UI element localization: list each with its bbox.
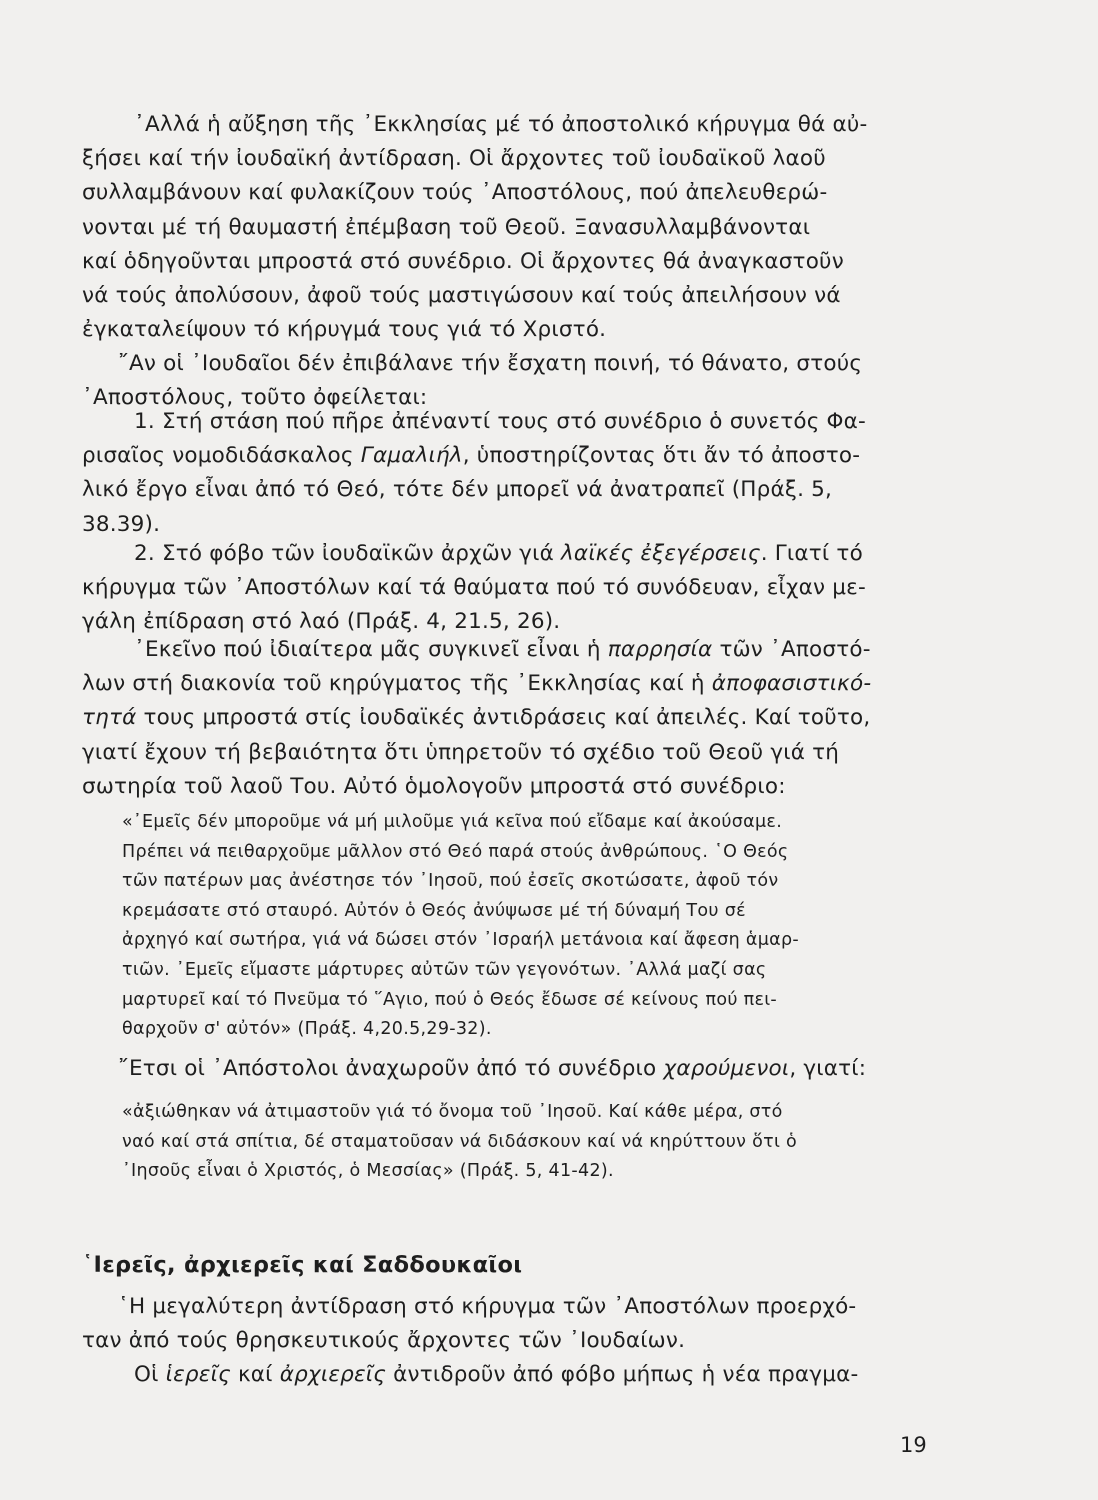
paragraph — [82, 1290, 934, 1358]
quote-line: ναό καί στά σπίτια, δέ σταματοῦσαν νά διδάσκουν καί νά κηρύττουν ὅτι ὁ — [122, 1131, 798, 1152]
quote-line: τῶν πατέρων μας ἀνέστησε τόν ᾿Ιησοῦ, πού ἐσεῖς σκοτώσατε, ἀφοῦ τόν — [122, 871, 779, 892]
text-line: ρισαῖος νομοδιδάσκαλος Γαμαλιήλ, ὑποστηρίζοντας ὅτι ἄν τό ἀποστο- — [82, 443, 861, 469]
text-line: λικό ἔργο εἶναι ἀπό τό Θεό, τότε δέν μπορεῖ νά ἀνατραπεῖ (Πράξ. 5, — [82, 477, 833, 503]
block-quote — [122, 1098, 930, 1187]
quote-line: «᾿Εμεῖς δέν μποροῦμε νά μή μιλοῦμε γιά κεῖνα πού εἴδαμε καί ἀκούσαμε. — [122, 812, 783, 832]
text-line: ᾿Αλλά ἡ αὔξηση τῆς ᾿Εκκλησίας μέ τό ἀποστολικό κήρυγμα θά αὐ- — [134, 112, 868, 137]
text-line: νονται μέ τή θαυμαστή ἐπέμβαση τοῦ Θεοῦ. Ξανασυλλαμβάνονται — [82, 214, 811, 240]
quote-line: μαρτυρεῖ καί τό Πνεῦμα τό ῞Αγιο, πού ὁ Θεός ἔδωσε σέ κείνους πού πει- — [122, 989, 778, 1010]
paragraph — [82, 1358, 934, 1392]
text-line: ᾿Εκεῖνο πού ἰδιαίτερα μᾶς συγκινεῖ εἶναι ἡ παρρησία τῶν ᾿Αποστό- — [134, 637, 871, 662]
text-line: λων στή διακονία τοῦ κηρύγματος τῆς ᾿Εκκλησίας καί ἡ ἀποφασιστικό- — [82, 671, 872, 697]
text-line: καί ὁδηγοῦνται μπροστά στό συνέδριο. Οἱ ἄρχοντες θά ἀναγκαστοῦν — [82, 248, 844, 274]
text-line: συλλαμβάνουν καί φυλακίζουν τούς ᾿Αποστόλους, πού ἀπελευθερώ- — [82, 180, 828, 206]
section-heading: ῾Ιερεῖς, ἀρχιερεῖς καί Σαδδουκαῖοι — [82, 1252, 523, 1278]
text-line: γιατί ἔχουν τή βεβαιότητα ὅτι ὑπηρετοῦν τό σχέδιο τοῦ Θεοῦ γιά τή — [82, 739, 840, 765]
text-line: κήρυγμα τῶν ᾿Αποστόλων καί τά θαύματα πού τό συνόδευαν, εἶχαν με- — [82, 575, 866, 601]
paragraph — [82, 108, 934, 347]
text-line: Οἱ ἱερεῖς καί ἀρχιερεῖς ἀντιδροῦν ἀπό φόβο μήπως ἡ νέα πραγμα- — [134, 1362, 859, 1387]
quote-line: «ἀξιώθηκαν νά ἀτιμαστοῦν γιά τό ὄνομα τοῦ ᾿Ιησοῦ. Καί κάθε μέρα, στό — [122, 1102, 783, 1122]
text-line: ἐγκαταλείψουν τό κήρυγμά τους γιά τό Χριστό. — [82, 317, 607, 343]
quote-line: κρεμάσατε στό σταυρό. Αὐτόν ὁ Θεός ἀνύψωσε μέ τή δύναμή Του σέ — [122, 900, 746, 921]
block-quote — [122, 808, 930, 1045]
page-number: 19 — [900, 1433, 927, 1457]
numbered-item-1 — [82, 405, 934, 542]
text-line: 1. Στή στάση πού πῆρε ἀπέναντί τους στό συνέδριο ὁ συνετός Φα- — [134, 409, 866, 434]
quote-line: θαρχοῦν σ' αὐτόν» (Πράξ. 4,20.5,29-32). — [122, 1019, 492, 1040]
text-line: 38.39). — [82, 511, 161, 537]
text-line: ᾿Αποστόλους, τοῦτο ὀφείλεται: — [82, 385, 428, 411]
text-line: ταν ἀπό τούς θρησκευτικούς ἄρχοντες τῶν ᾿Ιουδαίων. — [82, 1328, 686, 1354]
text-line: ῾Η μεγαλύτερη ἀντίδραση στό κήρυγμα τῶν ᾿Αποστόλων προερχό- — [118, 1294, 857, 1319]
quote-line: Πρέπει νά πειθαρχοῦμε μᾶλλον στό Θεό παρά στούς ἀνθρώπους. ῾Ο Θεός — [122, 841, 789, 862]
text-line: γάλη ἐπίδραση στό λαό (Πράξ. 4, 21.5, 26). — [82, 609, 561, 635]
text-line: σωτηρία τοῦ λαοῦ Του. Αὐτό ὁμολογοῦν μπροστά στό συνέδριο: — [82, 773, 786, 799]
quote-line: ἀρχηγό καί σωτήρα, γιά νά δώσει στόν ᾿Ισραήλ μετάνοια καί ἄφεση ἁμαρ- — [122, 930, 800, 951]
quote-line: ᾿Ιησοῦς εἶναι ὁ Χριστός, ὁ Μεσσίας» (Πράξ. 5, 41-42). — [122, 1161, 614, 1182]
text-line: ῎Ετσι οἱ ᾿Απόστολοι ἀναχωροῦν ἀπό τό συνέδριο χαρούμενοι, γιατί: — [118, 1056, 867, 1081]
text-line: 2. Στό φόβο τῶν ἰουδαϊκῶν ἀρχῶν γιά λαϊκές ἐξεγέρσεις. Γιατί τό — [134, 541, 863, 566]
quote-line: τιῶν. ᾿Εμεῖς εἴμαστε μάρτυρες αὐτῶν τῶν γεγονότων. ᾿Αλλά μαζί σας — [122, 959, 767, 980]
text-line: τητά τους μπροστά στίς ἰουδαϊκές ἀντιδράσεις καί ἀπειλές. Καί τοῦτο, — [82, 705, 871, 731]
text-line: ξήσει καί τήν ἰουδαϊκή ἀντίδραση. Οἱ ἄρχοντες τοῦ ἰουδαϊκοῦ λαοῦ — [82, 146, 826, 172]
text-line: ῎Αν οἱ ᾿Ιουδαῖοι δέν ἐπιβάλανε τήν ἔσχατη ποινή, τό θάνατο, στούς — [118, 351, 863, 376]
paragraph — [82, 1052, 934, 1086]
text-line: νά τούς ἀπολύσουν, ἀφοῦ τούς μαστιγώσουν καί τούς ἀπειλήσουν νά — [82, 283, 841, 309]
paragraph — [82, 633, 934, 804]
numbered-item-2 — [82, 537, 934, 640]
